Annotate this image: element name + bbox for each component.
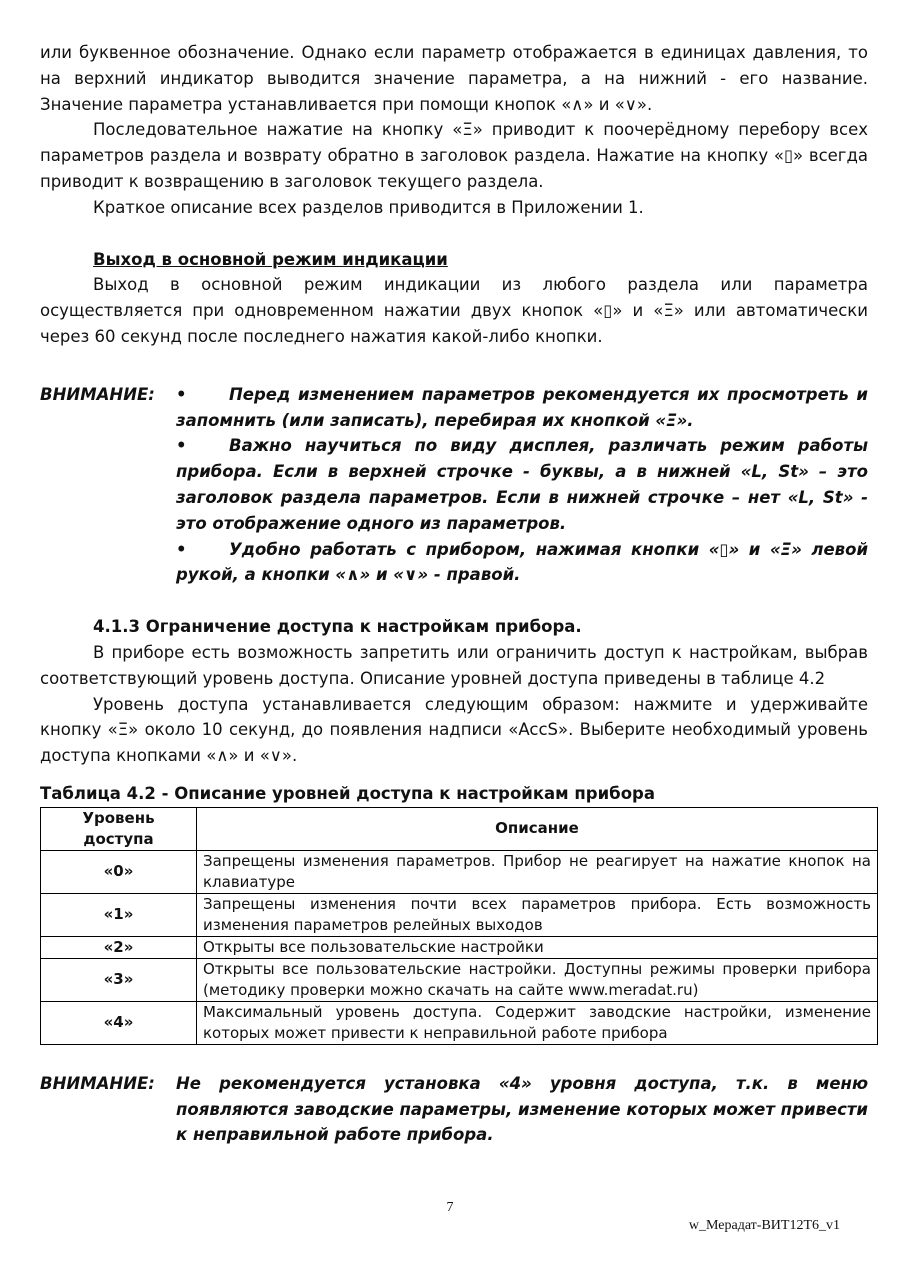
column-header-description: Описание	[197, 807, 878, 850]
document-name: w_Мерадат-ВИТ12Т6_v1	[688, 1218, 840, 1233]
column-header-level: Уровень доступа	[41, 807, 197, 850]
access-level-cell: «4»	[41, 1001, 197, 1044]
warning-bullet: • Удобно работать с прибором, нажимая кнопки «▯» и «Ξ» левой рукой, а кнопки «∧» и «∨» - правой.	[176, 537, 868, 589]
paragraph-button-navigation: Последовательное нажатие на кнопку «Ξ» приводит к поочерёдному перебору всех параметров раздела и возврату обратно в заголовок раздела. Нажатие на кнопку «▯» всегда приводит к возвращению в заголовок текущего раздела.	[40, 120, 868, 191]
warning-label: ВНИМАНИЕ:	[40, 1073, 155, 1093]
warning-bullets	[176, 382, 868, 588]
warning-block-2	[40, 1071, 868, 1148]
bullet-icon: •	[176, 436, 187, 456]
description-cell: Открыты все пользовательские настройки	[197, 936, 878, 958]
access-level-cell: «3»	[41, 958, 197, 1001]
document-page	[40, 40, 871, 1148]
warning-bullet: • Важно научиться по виду дисплея, различать режим работы прибора. Если в верхней строчке - буквы, а в нижней «L, St» – это заголовок раздела параметров. Если в нижней строчке – нет «L, St» - это отображение одного из параметров.	[176, 433, 868, 536]
description-cell: Максимальный уровень доступа. Содержит заводские настройки, изменение которых может привести к неправильной работе прибора	[197, 1001, 878, 1044]
access-setup-paragraph: Уровень доступа устанавливается следующим образом: нажмите и удерживайте кнопку «Ξ» около 10 секунд, до появления надписи «AccS». Выберите необходимый уровень доступа кнопками «∧» и «∨».	[40, 694, 868, 766]
access-levels-table	[40, 807, 878, 1045]
warning-text: Не рекомендуется установка «4» уровня доступа, т.к. в меню появляются заводские параметры, изменение которых может привести к неправильной работе прибора.	[176, 1073, 868, 1145]
exit-mode-paragraph: Выход в основной режим индикации из любого раздела или параметра осуществляется при одновременном нажатии двух кнопок «▯» и «Ξ» или автоматически через 60 секунд после последнего нажатия какой-либо кнопки.	[40, 275, 868, 346]
access-level-cell: «1»	[41, 893, 197, 936]
bullet-icon: •	[176, 539, 187, 559]
description-cell: Запрещены изменения почти всех параметров прибора. Есть возможность изменения параметров релейных выходов	[197, 893, 878, 936]
warning-bullet: • Перед изменением параметров рекомендуется их просмотреть и запомнить (или записать), перебирая их кнопкой «Ξ».	[176, 382, 868, 434]
table-row	[41, 1001, 878, 1044]
access-levels-paragraph: В приборе есть возможность запретить или ограничить доступ к настройкам, выбрав соответствующий уровень доступа. Описание уровней доступа приведены в таблице 4.2	[40, 642, 868, 688]
access-level-cell: «0»	[41, 850, 197, 893]
page-number: 7	[446, 1200, 454, 1215]
section-title: 4.1.3 Ограничение доступа к настройкам прибора.	[93, 617, 582, 637]
table-caption: Таблица 4.2 - Описание уровней доступа к настройкам прибора	[40, 783, 655, 803]
paragraph-intro: или буквенное обозначение. Однако если параметр отображается в единицах давления, то на верхний индикатор выводится значение параметра, а на нижний - его название. Значение параметра устанавливается при помощи кнопок «∧» и «∨».	[40, 43, 868, 114]
warning-block-1	[40, 382, 868, 588]
table-row	[41, 958, 878, 1001]
table-header-row	[41, 807, 878, 850]
exit-mode-heading: Выход в основной режим индикации	[93, 249, 448, 269]
paragraph-sections-reference: Краткое описание всех разделов приводится в Приложении 1.	[93, 197, 644, 217]
bullet-icon: •	[176, 384, 187, 404]
description-cell: Открыты все пользовательские настройки. Доступны режимы проверки прибора (методику проверки можно скачать на сайте www.meradat.ru)	[197, 958, 878, 1001]
table-row	[41, 850, 878, 893]
description-cell: Запрещены изменения параметров. Прибор не реагирует на нажатие кнопок на клавиатуре	[197, 850, 878, 893]
access-level-cell: «2»	[41, 936, 197, 958]
warning-label: ВНИМАНИЕ:	[40, 384, 155, 404]
table-row	[41, 936, 878, 958]
table-row	[41, 893, 878, 936]
